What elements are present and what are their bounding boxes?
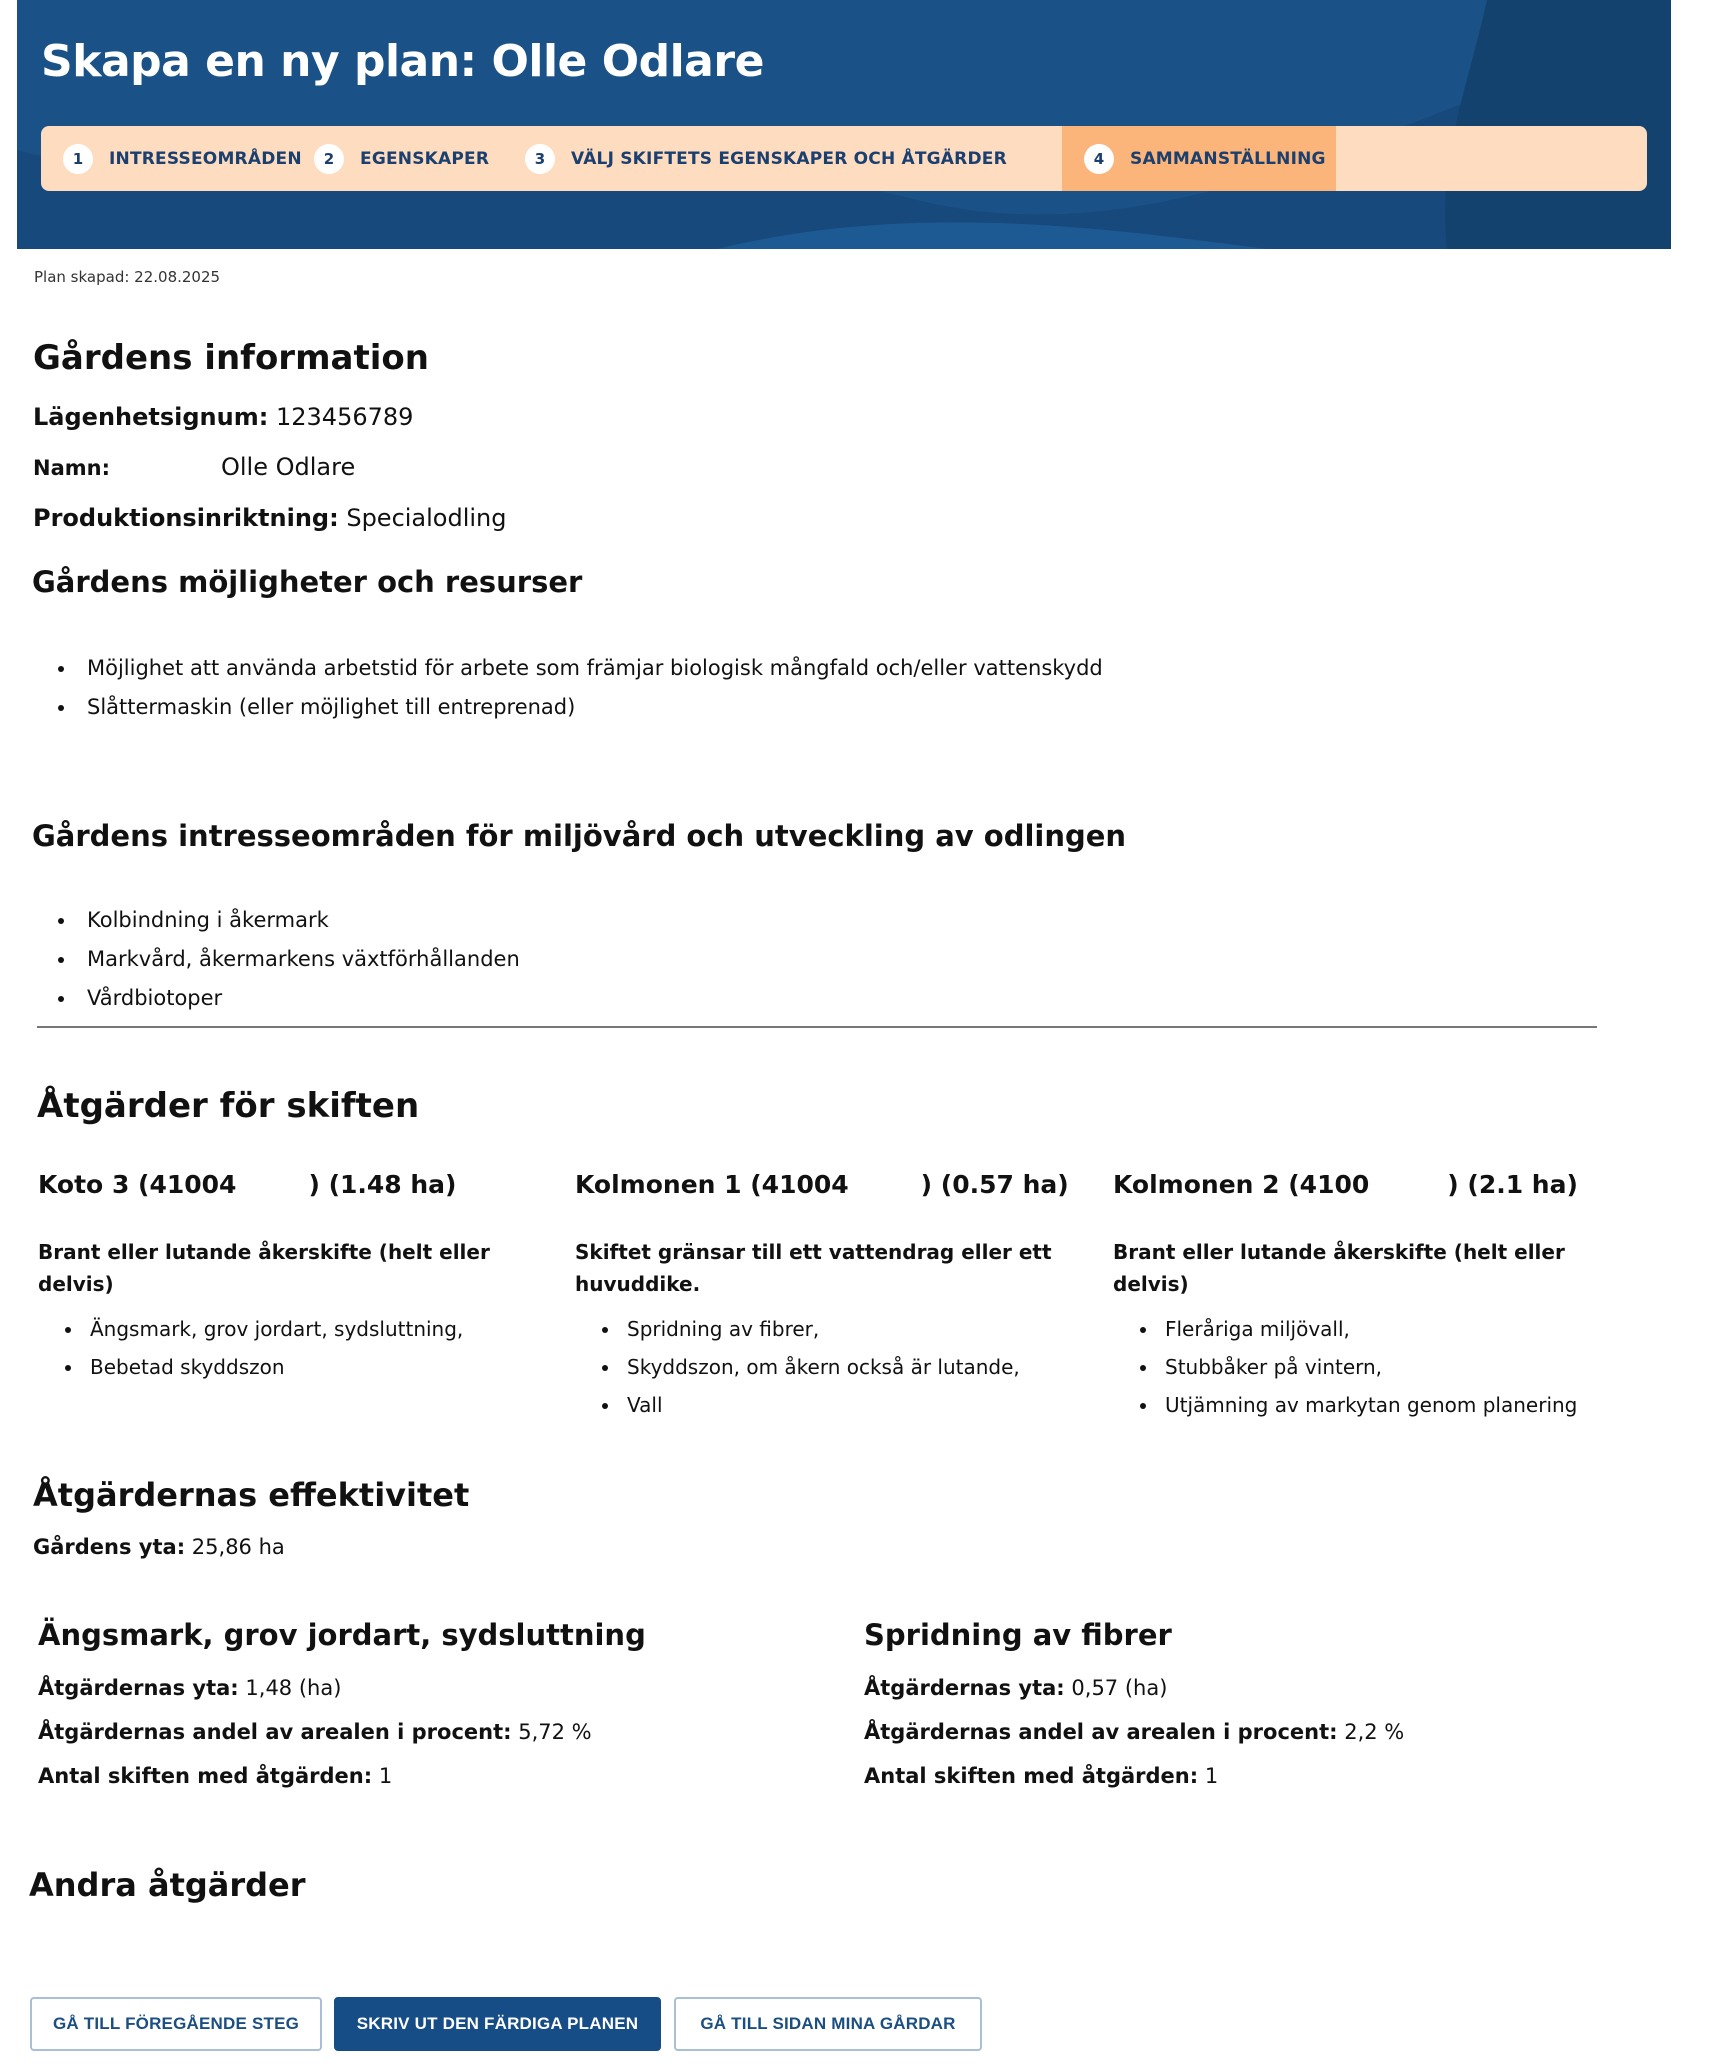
field-card-kolmonen-1: [575, 1170, 1075, 1424]
step-label: VÄLJ SKIFTETS EGENSKAPER OCH ÅTGÄRDER: [571, 148, 1007, 169]
list-item: Möjlighet att använda arbetstid för arbete som främjar biologisk mångfald och/eller vattenskydd: [32, 649, 1103, 688]
step-summary-active[interactable]: [1062, 126, 1336, 191]
field-title: [38, 1170, 538, 1206]
measure-area-row: [864, 1666, 1564, 1710]
measure-area-row: [38, 1666, 738, 1710]
measure-count-value: 1: [378, 1764, 393, 1788]
page-title: Skapa en ny plan: Olle Odlare: [41, 36, 764, 87]
field-area: ) (0.57 ha): [920, 1170, 1069, 1199]
measure-area-value: 0,57 (ha): [1071, 1676, 1168, 1700]
farm-id-label: Lägenhetsignum:: [33, 403, 269, 431]
list-item: Ängsmark, grov jordart, sydsluttning,: [38, 1310, 538, 1348]
field-measures-list: [38, 1310, 538, 1386]
fields-heading: Åtgärder för skiften: [37, 1086, 420, 1126]
my-farms-button[interactable]: GÅ TILL SIDAN MINA GÅRDAR: [674, 1997, 982, 2051]
measure-share-value: 5,72 %: [518, 1720, 592, 1744]
list-item: Vårdbiotoper: [32, 979, 520, 1018]
measure-count-row: [38, 1754, 738, 1798]
farm-production-value: Specialodling: [346, 504, 507, 532]
farm-id-line: [33, 403, 413, 431]
field-measures-list: [1113, 1310, 1613, 1424]
measure-count-label: Antal skiften med åtgärden:: [864, 1764, 1199, 1788]
field-area: ) (2.1 ha): [1447, 1170, 1578, 1199]
step-number-1: 1: [63, 144, 93, 174]
step-properties[interactable]: [314, 126, 525, 191]
measure-share-label: Åtgärdernas andel av arealen i procent:: [864, 1720, 1338, 1744]
farm-production-line: [33, 504, 507, 532]
efficiency-heading: Åtgärdernas effektivitet: [33, 1476, 470, 1514]
measure-share-row: [864, 1710, 1564, 1754]
list-item: Stubbåker på vintern,: [1113, 1348, 1613, 1386]
resources-list: [32, 649, 1103, 727]
measure-area-label: Åtgärdernas yta:: [38, 1676, 239, 1700]
list-item: Kolbindning i åkermark: [32, 901, 520, 940]
measure-share-row: [38, 1710, 738, 1754]
section-divider: [37, 1026, 1597, 1028]
farm-production-label: Produktionsinriktning:: [33, 504, 339, 532]
list-item: Vall: [575, 1386, 1075, 1424]
field-property: Brant eller lutande åkerskifte (helt eller delvis): [1113, 1240, 1565, 1296]
field-card-koto-3: [38, 1170, 538, 1386]
measure-efficiency-meadow: [38, 1618, 738, 1798]
field-title: [575, 1170, 1075, 1206]
field-name: Kolmonen 1 (41004: [575, 1170, 849, 1199]
measure-area-value: 1,48 (ha): [245, 1676, 342, 1700]
step-label: EGENSKAPER: [360, 148, 490, 169]
field-property: Skiftet gränsar till ett vattendrag eller ett huvuddike.: [575, 1240, 1052, 1296]
farm-name-label: Namn:: [33, 456, 110, 480]
field-measures-list: [575, 1310, 1075, 1424]
measure-efficiency-fibres: [864, 1618, 1564, 1798]
list-item: Utjämning av markytan genom planering: [1113, 1386, 1613, 1424]
interests-list: [32, 901, 520, 1018]
measure-title: Spridning av fibrer: [864, 1618, 1172, 1652]
list-item: Bebetad skyddszon: [38, 1348, 538, 1386]
list-item: Spridning av fibrer,: [575, 1310, 1075, 1348]
print-plan-button[interactable]: SKRIV UT DEN FÄRDIGA PLANEN: [334, 1997, 661, 2051]
step-label: INTRESSEOMRÅDEN: [109, 148, 302, 169]
farm-info-heading: Gårdens information: [33, 338, 429, 378]
farm-area-label: Gårdens yta:: [33, 1535, 186, 1559]
farm-area-value: 25,86 ha: [191, 1535, 285, 1559]
step-number-2: 2: [314, 144, 344, 174]
measure-title: Ängsmark, grov jordart, sydsluttning: [38, 1618, 646, 1652]
step-label: SAMMANSTÄLLNING: [1130, 148, 1326, 169]
resources-heading: Gårdens möjligheter och resurser: [32, 565, 583, 599]
field-area: ) (1.48 ha): [308, 1170, 457, 1199]
measure-area-label: Åtgärdernas yta:: [864, 1676, 1065, 1700]
step-field-properties-measures[interactable]: [525, 126, 1062, 191]
field-name: Koto 3 (41004: [38, 1170, 237, 1199]
farm-area-line: [33, 1535, 285, 1559]
measure-count-row: [864, 1754, 1564, 1798]
previous-step-button[interactable]: GÅ TILL FÖREGÅENDE STEG: [30, 1997, 322, 2051]
measure-count-label: Antal skiften med åtgärden:: [38, 1764, 373, 1788]
measure-share-label: Åtgärdernas andel av arealen i procent:: [38, 1720, 512, 1744]
farm-name-value: Olle Odlare: [221, 453, 356, 481]
field-property: Brant eller lutande åkerskifte (helt eller delvis): [38, 1240, 490, 1296]
list-item: Slåttermaskin (eller möjlighet till entreprenad): [32, 688, 1103, 727]
step-number-3: 3: [525, 144, 555, 174]
field-name: Kolmonen 2 (4100: [1113, 1170, 1370, 1199]
field-title: [1113, 1170, 1613, 1206]
farm-id-value: 123456789: [275, 403, 414, 431]
measure-count-value: 1: [1204, 1764, 1219, 1788]
plan-created-date: Plan skapad: 22.08.2025: [34, 268, 221, 286]
list-item: Fleråriga miljövall,: [1113, 1310, 1613, 1348]
other-measures-heading: Andra åtgärder: [29, 1866, 306, 1904]
progress-stepper: [41, 126, 1647, 191]
farm-name-line: [33, 453, 355, 481]
interests-heading: Gårdens intresseområden för miljövård och utveckling av odlingen: [32, 819, 1127, 853]
measure-share-value: 2,2 %: [1344, 1720, 1405, 1744]
step-interest-areas[interactable]: [41, 126, 314, 191]
field-card-kolmonen-2: [1113, 1170, 1613, 1424]
page-header-banner: [17, 0, 1671, 249]
step-number-4: 4: [1084, 144, 1114, 174]
list-item: Skyddszon, om åkern också är lutande,: [575, 1348, 1075, 1386]
list-item: Markvård, åkermarkens växtförhållanden: [32, 940, 520, 979]
